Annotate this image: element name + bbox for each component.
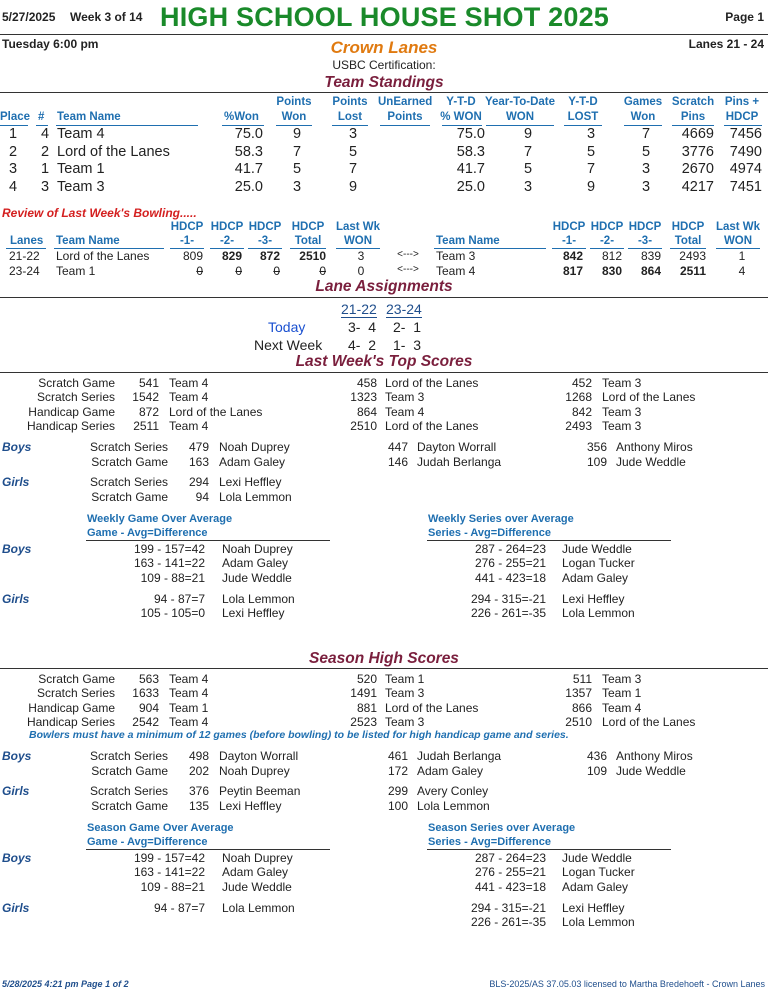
rv-th-team: Team Name [56, 235, 120, 247]
footer-print-date: 5/28/2025 4:21 pm Page 1 of 2 [2, 979, 129, 989]
standing-scratch-pins: 3776 [681, 143, 714, 160]
individual-score-1: 294 [188, 475, 209, 489]
th-pins-hdcp: HDCP [725, 111, 759, 123]
review-won: 0 [357, 264, 365, 278]
standings-title: Team Standings [324, 74, 444, 91]
review-opp-team: Team 3 [436, 249, 476, 263]
rv-th-oteam: Team Name [436, 235, 500, 247]
standing-points-lost: 7 [348, 161, 358, 177]
review-total: 2510 [299, 249, 326, 263]
standing-ytd-lost: 5 [586, 143, 596, 160]
review-game-2: 0 [235, 264, 242, 278]
top-score-team-3: Team 4 [602, 700, 642, 715]
season-minimum-note: Bowlers must have a minimum of 12 games (before bowling) to be listed for high handicap game and series. [29, 729, 569, 741]
standing-pins-hdcp: 4974 [729, 161, 762, 177]
standing-ytd-pct: 58.3 [456, 143, 485, 160]
over-average-name: Jude Weddle [222, 879, 292, 894]
standing-ytd-won: 9 [523, 126, 533, 142]
rv-th-og3: -3- [637, 235, 653, 247]
individual-name-2: Avery Conley [417, 784, 489, 798]
individual-score-3: 436 [586, 749, 607, 763]
standing-team-name: Team 3 [57, 178, 105, 195]
standing-ytd-lost: 7 [586, 161, 596, 177]
center-name: Crown Lanes [330, 38, 438, 57]
standing-place: 2 [8, 143, 18, 160]
top-score-team-1: Team 4 [169, 376, 209, 390]
lw-oa-series-sub: Series - Avg=Difference [428, 527, 551, 539]
week-label: Week 3 of 14 [70, 10, 143, 24]
individual-score-3: 109 [586, 454, 607, 469]
individual-label: Scratch Game [91, 454, 168, 469]
top-score-label: Handicap Game [28, 404, 115, 419]
top-score-value-1: 1542 [132, 390, 159, 405]
over-average-diff: 441 - 423=18 [474, 570, 546, 585]
rv-th-ototal: Total [674, 235, 702, 247]
standing-games-won: 5 [641, 143, 651, 160]
individual-label: Scratch Game [91, 489, 168, 504]
standing-points-lost: 9 [348, 178, 358, 195]
lw-girls-label: Girls [2, 475, 30, 489]
next-pair-1: 4- 2 [348, 337, 377, 353]
th-ytd-won-top: Year-To-Date [484, 96, 556, 108]
rv-th-ohdcp2: HDCP [590, 221, 624, 233]
top-score-team-1: Team 4 [169, 686, 209, 701]
review-lanes: 23-24 [9, 264, 40, 278]
standing-pct-won: 75.0 [234, 126, 263, 142]
rv-th-total: Total [294, 235, 322, 247]
review-opp-game-1: 842 [562, 249, 583, 263]
top-score-team-3: Team 3 [602, 672, 642, 686]
top-score-value-3: 452 [571, 376, 592, 390]
standing-scratch-pins: 2670 [681, 161, 714, 177]
rv-th-g1: -1- [179, 235, 195, 247]
rv-th-hdcp-total: HDCP [291, 221, 325, 233]
standing-pins-hdcp: 7490 [729, 143, 762, 160]
th-ytd-lost: LOST [567, 111, 599, 123]
top-score-label: Scratch Game [38, 672, 115, 686]
over-average-diff: 163 - 141=22 [133, 556, 205, 571]
individual-score-1: 135 [188, 798, 209, 813]
individual-name-2: Lola Lemmon [417, 798, 490, 813]
next-pair-2: 1- 3 [393, 337, 422, 353]
individual-name-1: Lola Lemmon [219, 489, 292, 504]
review-lanes: 21-22 [9, 249, 40, 263]
th-num: # [38, 111, 45, 123]
over-average-diff: 287 - 264=23 [474, 851, 546, 865]
se-boys-label: Boys [2, 749, 32, 763]
over-average-name: Jude Weddle [562, 542, 632, 556]
standing-games-won: 3 [641, 178, 651, 195]
th-points-won: Won [281, 111, 307, 123]
individual-score-1: 376 [188, 784, 209, 798]
top-score-team-3: Team 3 [602, 376, 642, 390]
individual-name-2: Judah Berlanga [417, 749, 502, 763]
over-average-diff: 276 - 255=21 [474, 865, 546, 880]
rv-th-hdcp2: HDCP [210, 221, 244, 233]
top-score-team-2: Team 3 [385, 686, 425, 701]
se-oa-series-title: Season Series over Average [428, 822, 576, 834]
th-points-won-top: Points [276, 96, 312, 108]
standing-pct-won: 58.3 [234, 143, 263, 160]
review-opp-game-2: 812 [601, 249, 622, 263]
review-opp-game-3: 864 [640, 264, 661, 278]
over-average-name: Adam Galey [222, 865, 289, 880]
review-vs-arrow: <---> [397, 264, 419, 275]
lane-pair-2: 23-24 [386, 301, 422, 317]
top-score-value-3: 842 [571, 404, 592, 419]
standing-ytd-won: 3 [523, 178, 533, 195]
th-scratch-top: Scratch [671, 96, 715, 108]
top-score-value-3: 1357 [565, 686, 592, 701]
over-average-diff: 94 - 87=7 [153, 901, 205, 915]
individual-name-1: Noah Duprey [219, 440, 290, 454]
top-score-value-2: 864 [356, 404, 377, 419]
league-title: HIGH SCHOOL HOUSE SHOT 2025 [160, 2, 610, 32]
top-score-team-3: Team 1 [602, 686, 642, 701]
top-score-label: Handicap Series [26, 418, 115, 433]
standing-points-lost: 5 [348, 143, 358, 160]
usbc-certification: USBC Certification: [332, 58, 436, 72]
standing-scratch-pins: 4217 [681, 178, 714, 195]
top-score-team-3: Team 3 [602, 404, 642, 419]
top-score-value-2: 458 [356, 376, 377, 390]
top-score-value-1: 541 [138, 376, 159, 390]
individual-label: Scratch Series [89, 440, 168, 454]
top-score-label: Scratch Game [38, 376, 115, 390]
top-score-team-3: Lord of the Lanes [602, 714, 696, 729]
top-score-value-2: 1323 [350, 390, 377, 405]
standing-pins-hdcp: 7451 [729, 178, 762, 195]
rv-th-ohdcp-total: HDCP [671, 221, 705, 233]
se-girls-label: Girls [2, 784, 30, 798]
rv-th-g3: -3- [257, 235, 273, 247]
top-score-value-1: 1633 [132, 686, 159, 701]
over-average-name: Lola Lemmon [222, 901, 295, 915]
individual-name-3: Anthony Miros [616, 440, 693, 454]
top-score-value-1: 2542 [132, 714, 159, 729]
th-games-won: Won [630, 111, 656, 123]
standing-team-number: 4 [40, 126, 50, 142]
top-score-value-2: 2510 [350, 418, 377, 433]
individual-score-2: 447 [387, 440, 408, 454]
lw-oa-boys-label: Boys [2, 542, 32, 556]
rv-th-olastwk: Last Wk [715, 221, 761, 233]
th-pct: %Won [224, 111, 259, 123]
individual-label: Scratch Game [91, 798, 168, 813]
top-score-team-2: Lord of the Lanes [385, 418, 479, 433]
over-average-diff: 109 - 88=21 [140, 879, 205, 894]
standing-pins-hdcp: 7456 [729, 126, 762, 142]
standing-ytd-lost: 9 [586, 178, 596, 195]
individual-label: Scratch Series [89, 475, 168, 489]
standing-place: 4 [8, 178, 18, 195]
individual-score-2: 461 [387, 749, 408, 763]
over-average-diff: 226 - 261=-35 [470, 915, 546, 930]
individual-name-1: Adam Galey [219, 454, 286, 469]
th-pins-hdcp-top: Pins + [724, 96, 760, 108]
standing-points-lost: 3 [348, 126, 358, 142]
over-average-diff: 163 - 141=22 [133, 865, 205, 880]
standing-place: 1 [8, 126, 18, 142]
standing-place: 3 [8, 161, 18, 177]
standing-team-number: 1 [40, 161, 50, 177]
individual-name-2: Adam Galey [417, 763, 484, 778]
top-score-team-2: Lord of the Lanes [385, 376, 479, 390]
se-oa-game-title: Season Game Over Average [87, 822, 234, 834]
over-average-diff: 94 - 87=7 [153, 592, 205, 606]
th-team: Team Name [57, 111, 121, 123]
standing-pct-won: 25.0 [234, 178, 263, 195]
top-score-label: Handicap Series [26, 714, 115, 729]
review-game-1: 0 [196, 264, 203, 278]
top-score-value-1: 904 [138, 700, 159, 715]
over-average-diff: 199 - 157=42 [133, 851, 205, 865]
top-score-value-1: 872 [138, 404, 159, 419]
review-opp-won: 4 [738, 264, 746, 278]
standing-points-won: 3 [292, 178, 302, 195]
review-game-1: 809 [182, 249, 203, 263]
standing-team-number: 3 [40, 178, 50, 195]
lw-oa-series-title: Weekly Series over Average [428, 513, 574, 525]
top-score-value-2: 2523 [350, 714, 377, 729]
rv-th-lastwk: Last Wk [335, 221, 381, 233]
top-score-value-3: 2510 [565, 714, 592, 729]
over-average-diff: 109 - 88=21 [140, 570, 205, 585]
rv-th-hdcp1: HDCP [170, 221, 204, 233]
lanes-range: Lanes 21 - 24 [688, 37, 764, 51]
today-label: Today [268, 319, 306, 335]
lane-assignments-title: Lane Assignments [315, 278, 453, 295]
standing-ytd-lost: 3 [586, 126, 596, 142]
review-opp-game-1: 817 [562, 264, 583, 278]
over-average-name: Lexi Heffley [562, 901, 625, 915]
over-average-diff: 294 - 315=-21 [470, 592, 546, 606]
individual-score-3: 356 [586, 440, 607, 454]
over-average-name: Lola Lemmon [222, 592, 295, 606]
top-score-team-1: Team 4 [169, 714, 209, 729]
review-opp-total: 2511 [679, 264, 706, 278]
rv-th-won: WON [343, 235, 373, 247]
over-average-diff: 287 - 264=23 [474, 542, 546, 556]
th-points-lost-top: Points [332, 96, 368, 108]
th-ytd-pct: % WON [440, 111, 482, 123]
th-ytd-pct-top: Y-T-D [446, 96, 476, 108]
th-points-lost: Lost [337, 111, 363, 123]
rv-th-lanes: Lanes [10, 235, 44, 247]
top-score-value-3: 866 [571, 700, 592, 715]
rv-th-ohdcp3: HDCP [628, 221, 662, 233]
individual-label: Scratch Series [89, 749, 168, 763]
review-opp-team: Team 4 [436, 264, 476, 278]
report-date: 5/27/2025 [2, 10, 56, 24]
individual-name-2: Judah Berlanga [417, 454, 502, 469]
page-label: Page 1 [725, 10, 764, 24]
over-average-diff: 441 - 423=18 [474, 879, 546, 894]
top-score-value-2: 520 [356, 672, 377, 686]
review-opp-game-3: 839 [640, 249, 661, 263]
review-game-3: 872 [259, 249, 280, 263]
th-unearned: Points [387, 111, 423, 123]
top-score-team-2: Team 1 [385, 672, 425, 686]
top-score-value-3: 511 [572, 672, 592, 686]
rv-th-og2: -2- [599, 235, 615, 247]
individual-name-3: Jude Weddle [616, 763, 686, 778]
over-average-name: Lola Lemmon [562, 606, 635, 621]
review-opp-game-2: 830 [601, 264, 622, 278]
over-average-name: Adam Galey [222, 556, 289, 571]
top-score-team-2: Lord of the Lanes [385, 700, 479, 715]
top-score-team-1: Team 4 [169, 418, 209, 433]
over-average-diff: 276 - 255=21 [474, 556, 546, 571]
top-score-team-1: Team 4 [169, 390, 209, 405]
over-average-diff: 294 - 315=-21 [470, 901, 546, 915]
top-score-value-2: 881 [356, 700, 377, 715]
review-opp-total: 2493 [679, 249, 706, 263]
lw-oa-game-title: Weekly Game Over Average [87, 513, 233, 525]
individual-name-1: Lexi Heffley [219, 475, 282, 489]
standing-games-won: 7 [641, 126, 651, 142]
th-place: Place [0, 111, 31, 123]
individual-label: Scratch Game [91, 763, 168, 778]
individual-score-2: 146 [387, 454, 408, 469]
session-day-time: Tuesday 6:00 pm [2, 37, 99, 51]
standing-ytd-won: 7 [523, 143, 533, 160]
over-average-name: Logan Tucker [562, 865, 635, 880]
top-score-value-3: 2493 [565, 418, 592, 433]
se-oa-boys-label: Boys [2, 851, 32, 865]
individual-score-3: 109 [586, 763, 607, 778]
se-oa-game-sub: Game - Avg=Difference [87, 836, 208, 848]
top-score-label: Scratch Series [36, 686, 115, 701]
standing-points-won: 7 [292, 143, 302, 160]
review-game-3: 0 [273, 264, 280, 278]
top-score-value-1: 563 [138, 672, 159, 686]
individual-name-2: Dayton Worrall [417, 440, 497, 454]
review-game-2: 829 [221, 249, 242, 263]
last-week-title: Last Week's Top Scores [295, 353, 473, 370]
standing-team-name: Lord of the Lanes [57, 143, 170, 160]
individual-score-1: 498 [188, 749, 209, 763]
review-title: Review of Last Week's Bowling..... [2, 206, 197, 220]
se-oa-series-sub: Series - Avg=Difference [428, 836, 551, 848]
top-score-team-2: Team 3 [385, 390, 425, 405]
standing-points-won: 9 [292, 126, 302, 142]
individual-score-2: 172 [387, 763, 408, 778]
rv-th-g2: -2- [219, 235, 235, 247]
standing-games-won: 3 [641, 161, 651, 177]
individual-score-1: 479 [188, 440, 209, 454]
th-ytd-won: WON [505, 111, 535, 123]
today-pair-1: 3- 4 [348, 319, 377, 335]
rv-th-hdcp3: HDCP [248, 221, 282, 233]
standing-scratch-pins: 4669 [681, 126, 714, 142]
lw-boys-label: Boys [2, 440, 32, 454]
top-score-team-1: Team 4 [169, 672, 209, 686]
over-average-name: Noah Duprey [222, 851, 293, 865]
over-average-name: Noah Duprey [222, 542, 293, 556]
next-week-label: Next Week [254, 337, 323, 353]
footer-license: BLS-2025/AS 37.05.03 licensed to Martha Bredehoeft - Crown Lanes [489, 979, 765, 989]
individual-label: Scratch Series [89, 784, 168, 798]
over-average-diff: 226 - 261=-35 [470, 606, 546, 621]
over-average-name: Jude Weddle [222, 570, 292, 585]
today-pair-2: 2- 1 [393, 319, 422, 335]
standing-pct-won: 41.7 [234, 161, 263, 177]
standing-ytd-pct: 75.0 [456, 126, 485, 142]
season-title: Season High Scores [309, 650, 459, 667]
top-score-team-3: Team 3 [602, 418, 642, 433]
rv-th-owon: WON [723, 235, 753, 247]
top-score-team-3: Lord of the Lanes [602, 390, 696, 405]
rv-th-ohdcp1: HDCP [552, 221, 586, 233]
over-average-diff: 105 - 105=0 [140, 606, 205, 621]
individual-name-3: Jude Weddle [616, 454, 686, 469]
over-average-name: Adam Galey [562, 570, 629, 585]
lw-oa-game-sub: Game - Avg=Difference [87, 527, 208, 539]
individual-score-1: 202 [188, 763, 209, 778]
individual-score-2: 299 [387, 784, 408, 798]
individual-score-1: 163 [188, 454, 209, 469]
top-score-team-1: Lord of the Lanes [169, 404, 263, 419]
standing-team-name: Team 4 [57, 126, 105, 142]
review-won: 3 [357, 249, 365, 263]
review-team: Lord of the Lanes [56, 249, 150, 263]
top-score-team-2: Team 3 [385, 714, 425, 729]
standing-ytd-pct: 25.0 [456, 178, 485, 195]
individual-name-1: Peytin Beeman [219, 784, 301, 798]
th-games-won-top: Games [623, 96, 663, 108]
over-average-name: Adam Galey [562, 879, 629, 894]
individual-name-1: Dayton Worrall [219, 749, 299, 763]
standing-team-number: 2 [40, 143, 50, 160]
review-opp-won: 1 [738, 249, 746, 263]
lw-oa-girls-label: Girls [2, 592, 30, 606]
over-average-name: Lexi Heffley [562, 592, 625, 606]
lane-pair-1: 21-22 [341, 301, 377, 317]
top-score-value-2: 1491 [350, 686, 377, 701]
top-score-label: Handicap Game [28, 700, 115, 715]
top-score-team-2: Team 4 [385, 404, 425, 419]
review-total: 0 [319, 264, 326, 278]
individual-name-1: Noah Duprey [219, 763, 290, 778]
standing-team-name: Team 1 [57, 161, 105, 177]
top-score-value-1: 2511 [133, 418, 159, 433]
individual-score-2: 100 [387, 798, 408, 813]
over-average-name: Lola Lemmon [562, 915, 635, 930]
top-score-team-1: Team 1 [169, 700, 209, 715]
se-oa-girls-label: Girls [2, 901, 30, 915]
over-average-name: Jude Weddle [562, 851, 632, 865]
over-average-name: Logan Tucker [562, 556, 635, 571]
standing-ytd-won: 5 [523, 161, 533, 177]
th-scratch: Pins [680, 111, 706, 123]
review-vs-arrow: <---> [397, 249, 419, 260]
top-score-label: Scratch Series [36, 390, 115, 405]
over-average-diff: 199 - 157=42 [133, 542, 205, 556]
rv-th-og1: -1- [561, 235, 577, 247]
top-score-value-3: 1268 [565, 390, 592, 405]
th-ytd-lost-top: Y-T-D [568, 96, 598, 108]
individual-score-1: 94 [195, 489, 209, 504]
standing-ytd-pct: 41.7 [456, 161, 485, 177]
th-unearned-top: UnEarned [378, 96, 433, 108]
over-average-name: Lexi Heffley [222, 606, 285, 621]
standing-points-won: 5 [292, 161, 302, 177]
review-team: Team 1 [56, 264, 96, 278]
individual-name-1: Lexi Heffley [219, 798, 282, 813]
individual-name-3: Anthony Miros [616, 749, 693, 763]
